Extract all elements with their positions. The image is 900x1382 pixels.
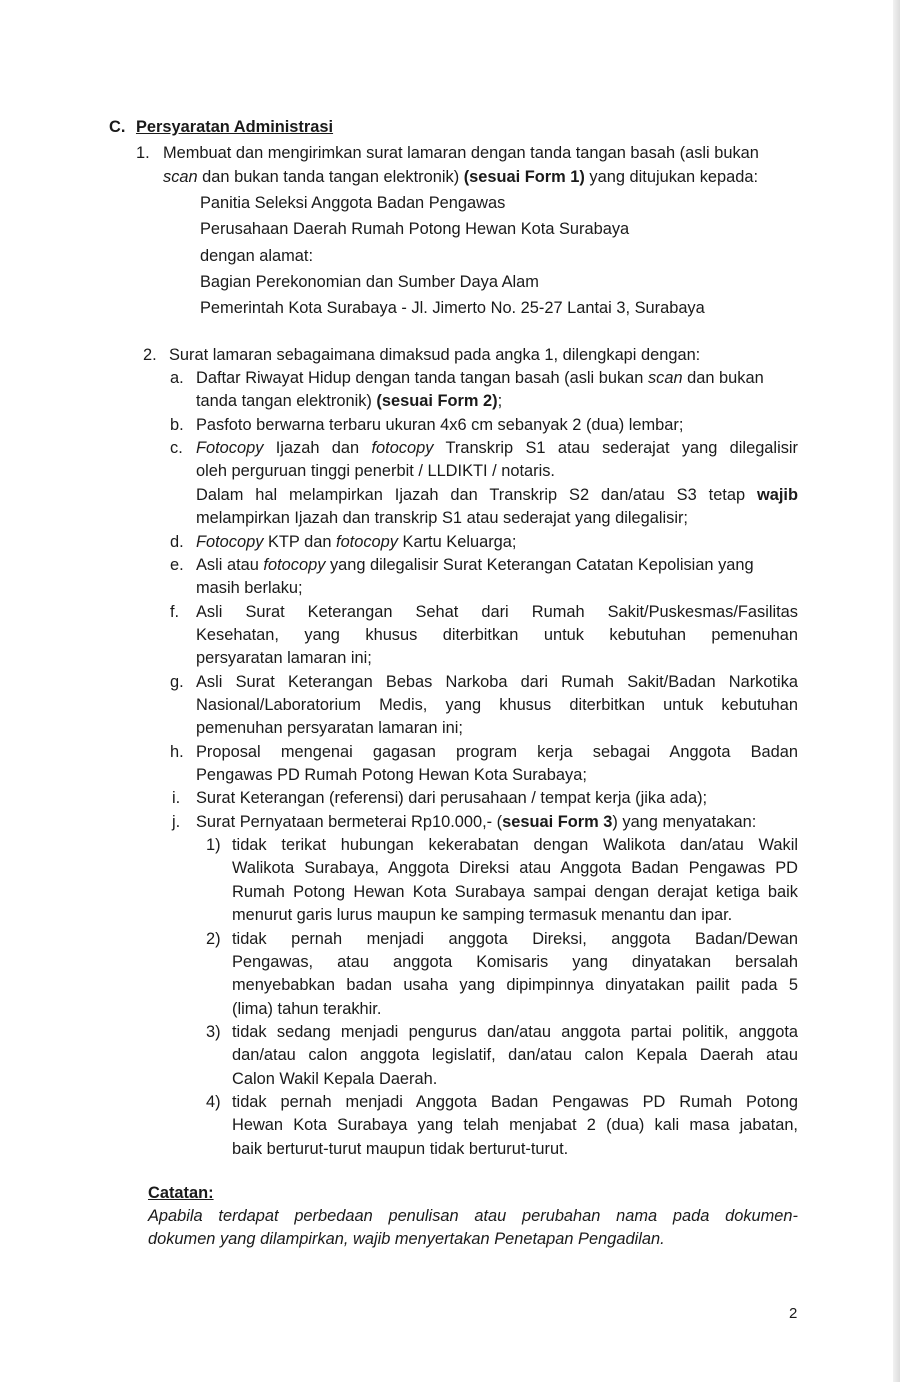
sub-item-j-marker: j. [172,813,181,831]
section-heading [109,116,333,140]
sub-item-f-line: Asli Surat Keterangan Sehat dari Rumah Sakit/Puskesmas/Fasilitas [196,603,798,621]
statement-1-marker: 1) [206,836,221,854]
section-letter: C. [109,118,126,136]
sub-item-c-line: Fotocopy Ijazah dan fotocopy Transkrip S1 atau sederajat yang dilegalisir [196,439,798,457]
statement-4-line: Hewan Kota Surabaya yang telah menjabat 2 (dua) kali masa jabatan, [232,1116,798,1134]
statement-3-marker: 3) [206,1023,221,1041]
sub-item-b-marker: b. [170,416,184,434]
statement-2-marker: 2) [206,930,221,948]
sub-item-e-marker: e. [170,556,184,574]
sub-item-a-marker: a. [170,369,184,387]
sub-item-c-marker: c. [170,439,183,457]
statement-4-line: tidak pernah menjadi Anggota Badan Pengawas PD Rumah Potong [232,1093,798,1111]
sub-item-f-marker: f. [170,603,180,621]
statement-2-line: Pengawas, atau anggota Komisaris yang dinyatakan bersalah [232,953,798,971]
section-title: Persyaratan Administrasi [135,118,334,136]
sub-item-a-line: tanda tangan elektronik) (sesuai Form 2); [196,392,503,410]
sub-item-c-line: Dalam hal melampirkan Ijazah dan Transkrip S2 dan/atau S3 tetap wajib [196,486,798,504]
sub-item-g-line: Nasional/Laboratorium Medis, yang khusus diterbitkan untuk kebutuhan [196,696,798,714]
statement-1-line: Rumah Potong Hewan Kota Surabaya sampai dengan derajat ketiga baik [232,883,798,901]
item-1-line-1: Membuat dan mengirimkan surat lamaran dengan tanda tangan basah (asli bukan [163,144,759,162]
sub-item-e-line: Asli atau fotocopy yang dilegalisir Surat Keterangan Catatan Kepolisian yang [196,556,754,574]
address-line: dengan alamat: [200,247,313,265]
sub-item-h-line: Pengawas PD Rumah Potong Hewan Kota Surabaya; [196,766,587,784]
sub-item-i-marker: i. [172,789,181,807]
sub-item-e-line: masih berlaku; [196,579,303,597]
sub-item-f-line: Kesehatan, yang khusus diterbitkan untuk kebutuhan pemenuhan [196,626,798,644]
sub-item-f-line: persyaratan lamaran ini; [196,649,372,667]
sub-item-c-line: melampirkan Ijazah dan transkrip S1 atau sederajat yang dilegalisir; [196,509,688,527]
statement-1-line: menurut garis lurus maupun ke samping termasuk menantu dan ipar. [232,906,733,924]
statement-3-line: tidak sedang menjadi pengurus dan/atau anggota partai politik, anggota [232,1023,798,1041]
item-1-line-2: scan dan bukan tanda tangan elektronik) (sesuai Form 1) yang ditujukan kepada: [163,168,759,186]
statement-2-line: (lima) tahun terakhir. [232,1000,382,1018]
page-number: 2 [789,1305,798,1322]
sub-item-a-line: Daftar Riwayat Hidup dengan tanda tangan basah (asli bukan scan dan bukan [196,369,764,387]
address-line: Pemerintah Kota Surabaya - Jl. Jimerto No. 25-27 Lantai 3, Surabaya [200,299,705,317]
item-2-intro: Surat lamaran sebagaimana dimaksud pada angka 1, dilengkapi dengan: [169,346,701,364]
statement-4-line: baik berturut-turut maupun tidak berturut-turut. [232,1140,569,1158]
sub-item-h-line: Proposal mengenai gagasan program kerja sebagai Anggota Badan [196,743,798,761]
item-2-number: 2. [143,346,157,364]
statement-2-line: tidak pernah menjadi anggota Direksi, anggota Badan/Dewan [232,930,798,948]
statement-2-line: menyebabkan badan usaha yang dipimpinnya dinyatakan pailit pada 5 [232,976,798,994]
address-line: Panitia Seleksi Anggota Badan Pengawas [200,194,506,212]
note-title: Catatan: [148,1184,214,1202]
item-1-number: 1. [136,144,150,162]
note-line: dokumen yang dilampirkan, wajib menyertakan Penetapan Pengadilan. [148,1230,665,1248]
address-line: Bagian Perekonomian dan Sumber Daya Alam [200,273,539,291]
sub-item-d-line: Fotocopy KTP dan fotocopy Kartu Keluarga; [196,533,517,551]
sub-item-g-marker: g. [170,673,184,691]
sub-item-d-marker: d. [170,533,184,551]
sub-item-h-marker: h. [170,743,184,761]
statement-3-line: dan/atau calon anggota legislatif, dan/atau calon Kepala Daerah atau [232,1046,798,1064]
note-line: Apabila terdapat perbedaan penulisan atau perubahan nama pada dokumen- [148,1207,798,1225]
sub-item-j-line: Surat Pernyataan bermeterai Rp10.000,- (sesuai Form 3) yang menyatakan: [196,813,757,831]
statement-3-line: Calon Wakil Kepala Daerah. [232,1070,438,1088]
sub-item-g-line: Asli Surat Keterangan Bebas Narkoba dari Rumah Sakit/Badan Narkotika [196,673,798,691]
statement-1-line: tidak terikat hubungan kekerabatan dengan Walikota dan/atau Wakil [232,836,798,854]
sub-item-b-line: Pasfoto berwarna terbaru ukuran 4x6 cm sebanyak 2 (dua) lembar; [196,416,684,434]
sub-item-c-line: oleh perguruan tinggi penerbit / LLDIKTI / notaris. [196,462,555,480]
sub-item-i-line: Surat Keterangan (referensi) dari perusahaan / tempat kerja (jika ada); [196,789,708,807]
statement-4-marker: 4) [206,1093,221,1111]
address-line: Perusahaan Daerah Rumah Potong Hewan Kota Surabaya [200,220,630,238]
sub-item-g-line: pemenuhan persyaratan lamaran ini; [196,719,463,737]
statement-1-line: Walikota Surabaya, Anggota Direksi atau Anggota Badan Pengawas PD [232,859,798,877]
